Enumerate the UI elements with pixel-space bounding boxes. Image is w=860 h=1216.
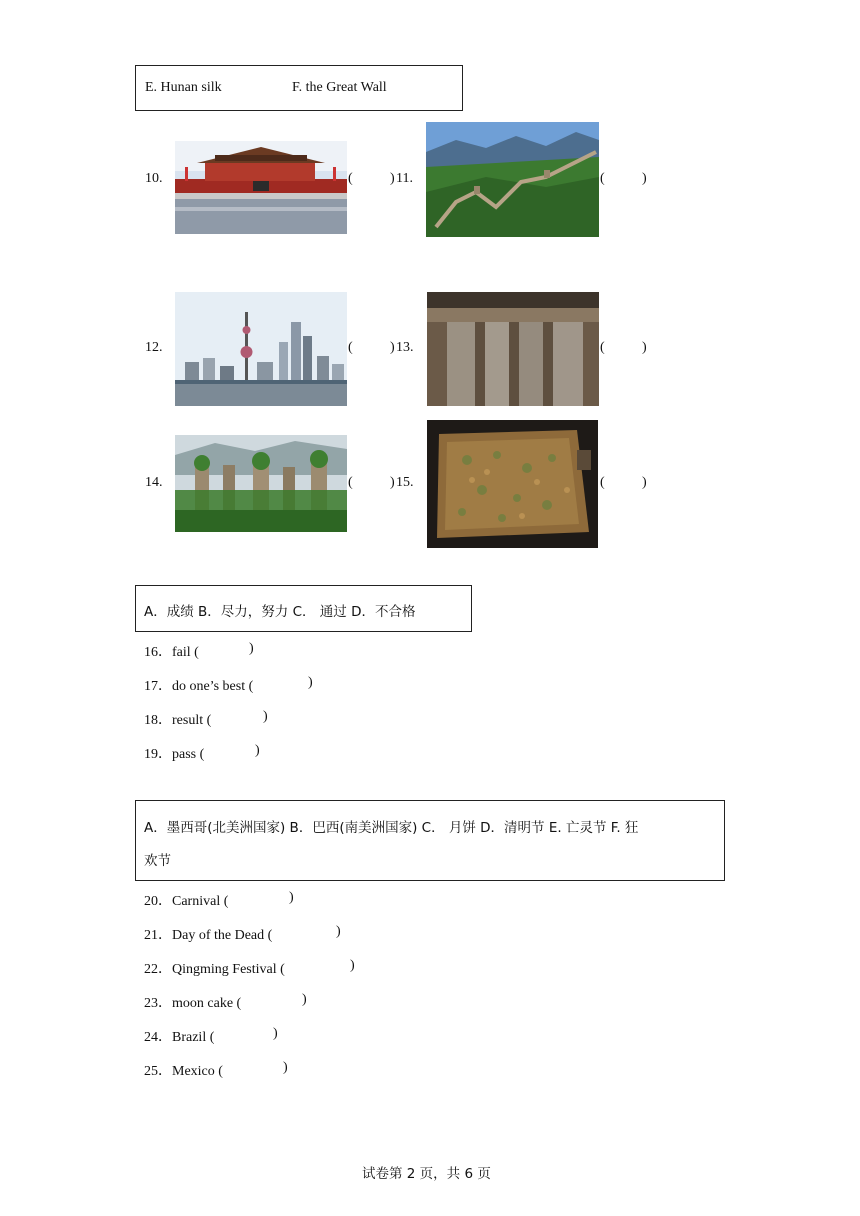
question-16 bbox=[144, 641, 199, 661]
question-21-text: Day of the Dead ( bbox=[172, 928, 273, 943]
question-23-close: ) bbox=[302, 992, 307, 1007]
hunan-silk-photo bbox=[427, 420, 598, 548]
question-24-close: ) bbox=[273, 1026, 278, 1041]
question-20 bbox=[144, 890, 228, 910]
question-23 bbox=[144, 992, 241, 1012]
question-16-number: 16． bbox=[144, 645, 172, 660]
option-e: E. Hunan silk bbox=[145, 80, 222, 95]
question-14-number: 14. bbox=[145, 475, 163, 490]
answer-paren-10-close: ) bbox=[390, 171, 395, 186]
page-footer: 试卷第 2 页，共 6 页 bbox=[362, 1166, 491, 1182]
question-17-close: ) bbox=[308, 675, 313, 690]
zhangjiajie-mountains-photo bbox=[175, 435, 347, 532]
options-exam-words-text: A．成绩 B．尽力，努力 C． 通过 D．不合格 bbox=[144, 604, 416, 620]
question-23-number: 23． bbox=[144, 996, 172, 1011]
terracotta-warriors-photo bbox=[427, 292, 599, 406]
options-box-festivals bbox=[135, 800, 725, 881]
question-20-text: Carnival ( bbox=[172, 894, 229, 909]
question-25-text: Mexico ( bbox=[172, 1064, 223, 1079]
answer-paren-15-open: ( bbox=[600, 475, 605, 490]
question-22-text: Qingming Festival ( bbox=[172, 962, 285, 977]
question-20-close: ) bbox=[289, 890, 294, 905]
question-21 bbox=[144, 924, 272, 944]
question-18-number: 18． bbox=[144, 713, 172, 728]
question-18-text: result ( bbox=[172, 713, 212, 728]
question-12-number: 12. bbox=[145, 340, 163, 355]
question-19 bbox=[144, 743, 204, 763]
tiananmen-photo bbox=[175, 141, 347, 234]
question-17 bbox=[144, 675, 253, 695]
option-f: F. the Great Wall bbox=[292, 80, 387, 95]
question-23-text: moon cake ( bbox=[172, 996, 242, 1011]
question-17-text: do one’s best ( bbox=[172, 679, 254, 694]
question-19-number: 19． bbox=[144, 747, 172, 762]
question-21-number: 21． bbox=[144, 928, 172, 943]
question-19-close: ) bbox=[255, 743, 260, 758]
question-16-close: ) bbox=[249, 641, 254, 656]
question-25-close: ) bbox=[283, 1060, 288, 1075]
question-24-text: Brazil ( bbox=[172, 1030, 215, 1045]
answer-paren-11-open: ( bbox=[600, 171, 605, 186]
question-25 bbox=[144, 1060, 223, 1080]
question-18-close: ) bbox=[263, 709, 268, 724]
question-22 bbox=[144, 958, 285, 978]
answer-paren-12-open: ( bbox=[348, 340, 353, 355]
answer-paren-11-close: ) bbox=[642, 171, 647, 186]
question-21-close: ) bbox=[336, 924, 341, 939]
options-festivals-line2: 欢节 bbox=[144, 853, 171, 869]
question-16-text: fail ( bbox=[172, 645, 199, 660]
question-19-text: pass ( bbox=[172, 747, 205, 762]
question-10-number: 10. bbox=[145, 171, 163, 186]
question-20-number: 20． bbox=[144, 894, 172, 909]
shanghai-skyline-photo bbox=[175, 292, 347, 406]
answer-paren-15-close: ) bbox=[642, 475, 647, 490]
options-festivals-line1: A．墨西哥(北美洲国家) B．巴西(南美洲国家) C． 月饼 D．清明节 E. 亡灵节 F. 狂 bbox=[144, 820, 639, 836]
question-25-number: 25． bbox=[144, 1064, 172, 1079]
question-15-number: 15. bbox=[396, 475, 414, 490]
question-11-number: 11. bbox=[396, 171, 413, 186]
answer-paren-14-close: ) bbox=[390, 475, 395, 490]
answer-paren-10-open: ( bbox=[348, 171, 353, 186]
question-13-number: 13. bbox=[396, 340, 414, 355]
answer-paren-14-open: ( bbox=[348, 475, 353, 490]
answer-paren-12-close: ) bbox=[390, 340, 395, 355]
question-24-number: 24． bbox=[144, 1030, 172, 1045]
answer-paren-13-close: ) bbox=[642, 340, 647, 355]
question-22-number: 22． bbox=[144, 962, 172, 977]
answer-paren-13-open: ( bbox=[600, 340, 605, 355]
question-22-close: ) bbox=[350, 958, 355, 973]
question-17-number: 17． bbox=[144, 679, 172, 694]
great-wall-photo bbox=[426, 122, 599, 237]
question-24 bbox=[144, 1026, 214, 1046]
question-18 bbox=[144, 709, 211, 729]
